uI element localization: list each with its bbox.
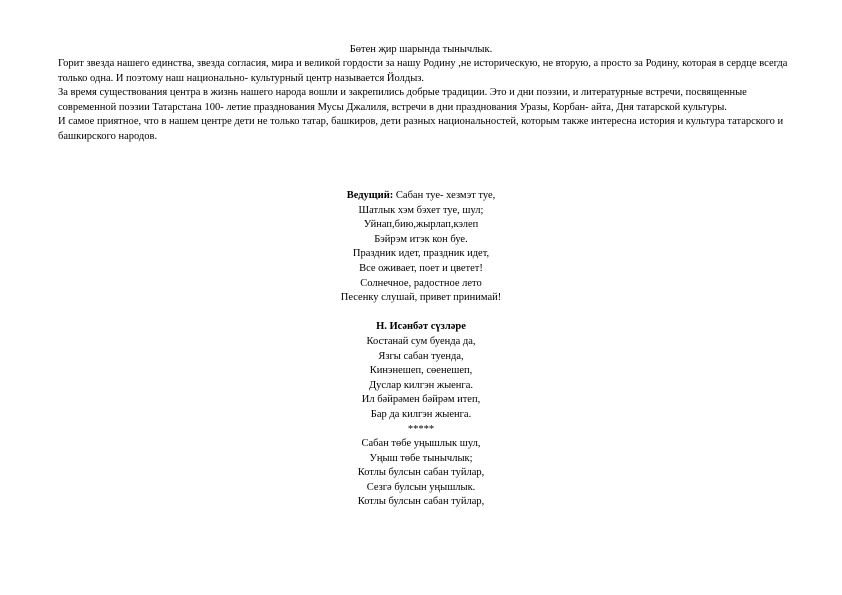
- poem-line: Шатлык хэм бэхет туе, шул;: [358, 204, 484, 216]
- intro-paragraph: За время существования центра в жизнь нашего народа вошли и закрепились добрые традиции. Это и дни поэзии, и литературные встречи, посвященные современной поэзии Татарстана 100- летие празднования Мусы Джалиля, встречи в дни празднования Уразы, Корбан- айта, Дня татарской культуры.: [58, 87, 747, 113]
- poem-line: Сабан төбе уңышлык шул,: [361, 438, 481, 450]
- poem-line: Ил бәйрәмен бәйрәм итеп,: [361, 394, 481, 406]
- poem-line: Кинэнешеп, сөенешеп,: [369, 365, 473, 377]
- poem-line: Язгы сабан туенда,: [378, 350, 464, 362]
- poem-line: Костанай сум буенда да,: [366, 335, 476, 347]
- poem-line: Бар да килгэн жыенга.: [370, 408, 472, 420]
- poem-line: Котлы булсын сабан туйлар,: [357, 496, 485, 508]
- poem-line: Котлы булсын сабан туйлар,: [357, 467, 485, 479]
- intro-text: [58, 57, 798, 145]
- stanza-gap: [200, 306, 642, 321]
- intro-paragraph: Горит звезда нашего единства, звезда согласия, мира и великой гордости за нашу Родину ,не историческую, не вторую, а просто за Родину, которая в сердце всегда только одна. И поэтому наш национально- культурный центр называется Йолдыз.: [58, 58, 788, 84]
- poem-line: Бэйрэм итэк кон буе.: [374, 233, 468, 245]
- poem-line: Сезгә булсын уңышлык.: [366, 481, 476, 493]
- poem-line: Уңыш төбе тынычлык;: [369, 452, 473, 464]
- stanza-separator: *****: [407, 423, 435, 435]
- poem-line: Дуслар килгэн жыенга.: [368, 379, 474, 391]
- speaker-label: Ведущий:: [346, 190, 394, 201]
- document-title: Бөтен җир шарында тынычлык.: [349, 44, 493, 55]
- poem: [200, 189, 642, 510]
- poem-line: Солнечное, радостное лето: [360, 277, 482, 289]
- poem-line-text: Сабан туе- хезмэт туе,: [395, 190, 496, 201]
- poem-author: Н. Исәнбәт сүзләре: [376, 321, 466, 333]
- poem-line: Праздник идет, праздник идет,: [352, 248, 490, 260]
- intro-paragraph: И самое приятное, что в нашем центре дети не только татар, башкиров, дети разных национальностей, которым также интересна история и культура татарского и башкирского народов.: [58, 116, 784, 142]
- poem-line: [200, 189, 642, 204]
- poem-line: Уйнап,бию,жырлап,кэлеп: [363, 219, 479, 231]
- poem-line: Все оживает, поет и цветет!: [359, 262, 483, 274]
- poem-line: Песенку слушай, привет принимай!: [340, 292, 502, 304]
